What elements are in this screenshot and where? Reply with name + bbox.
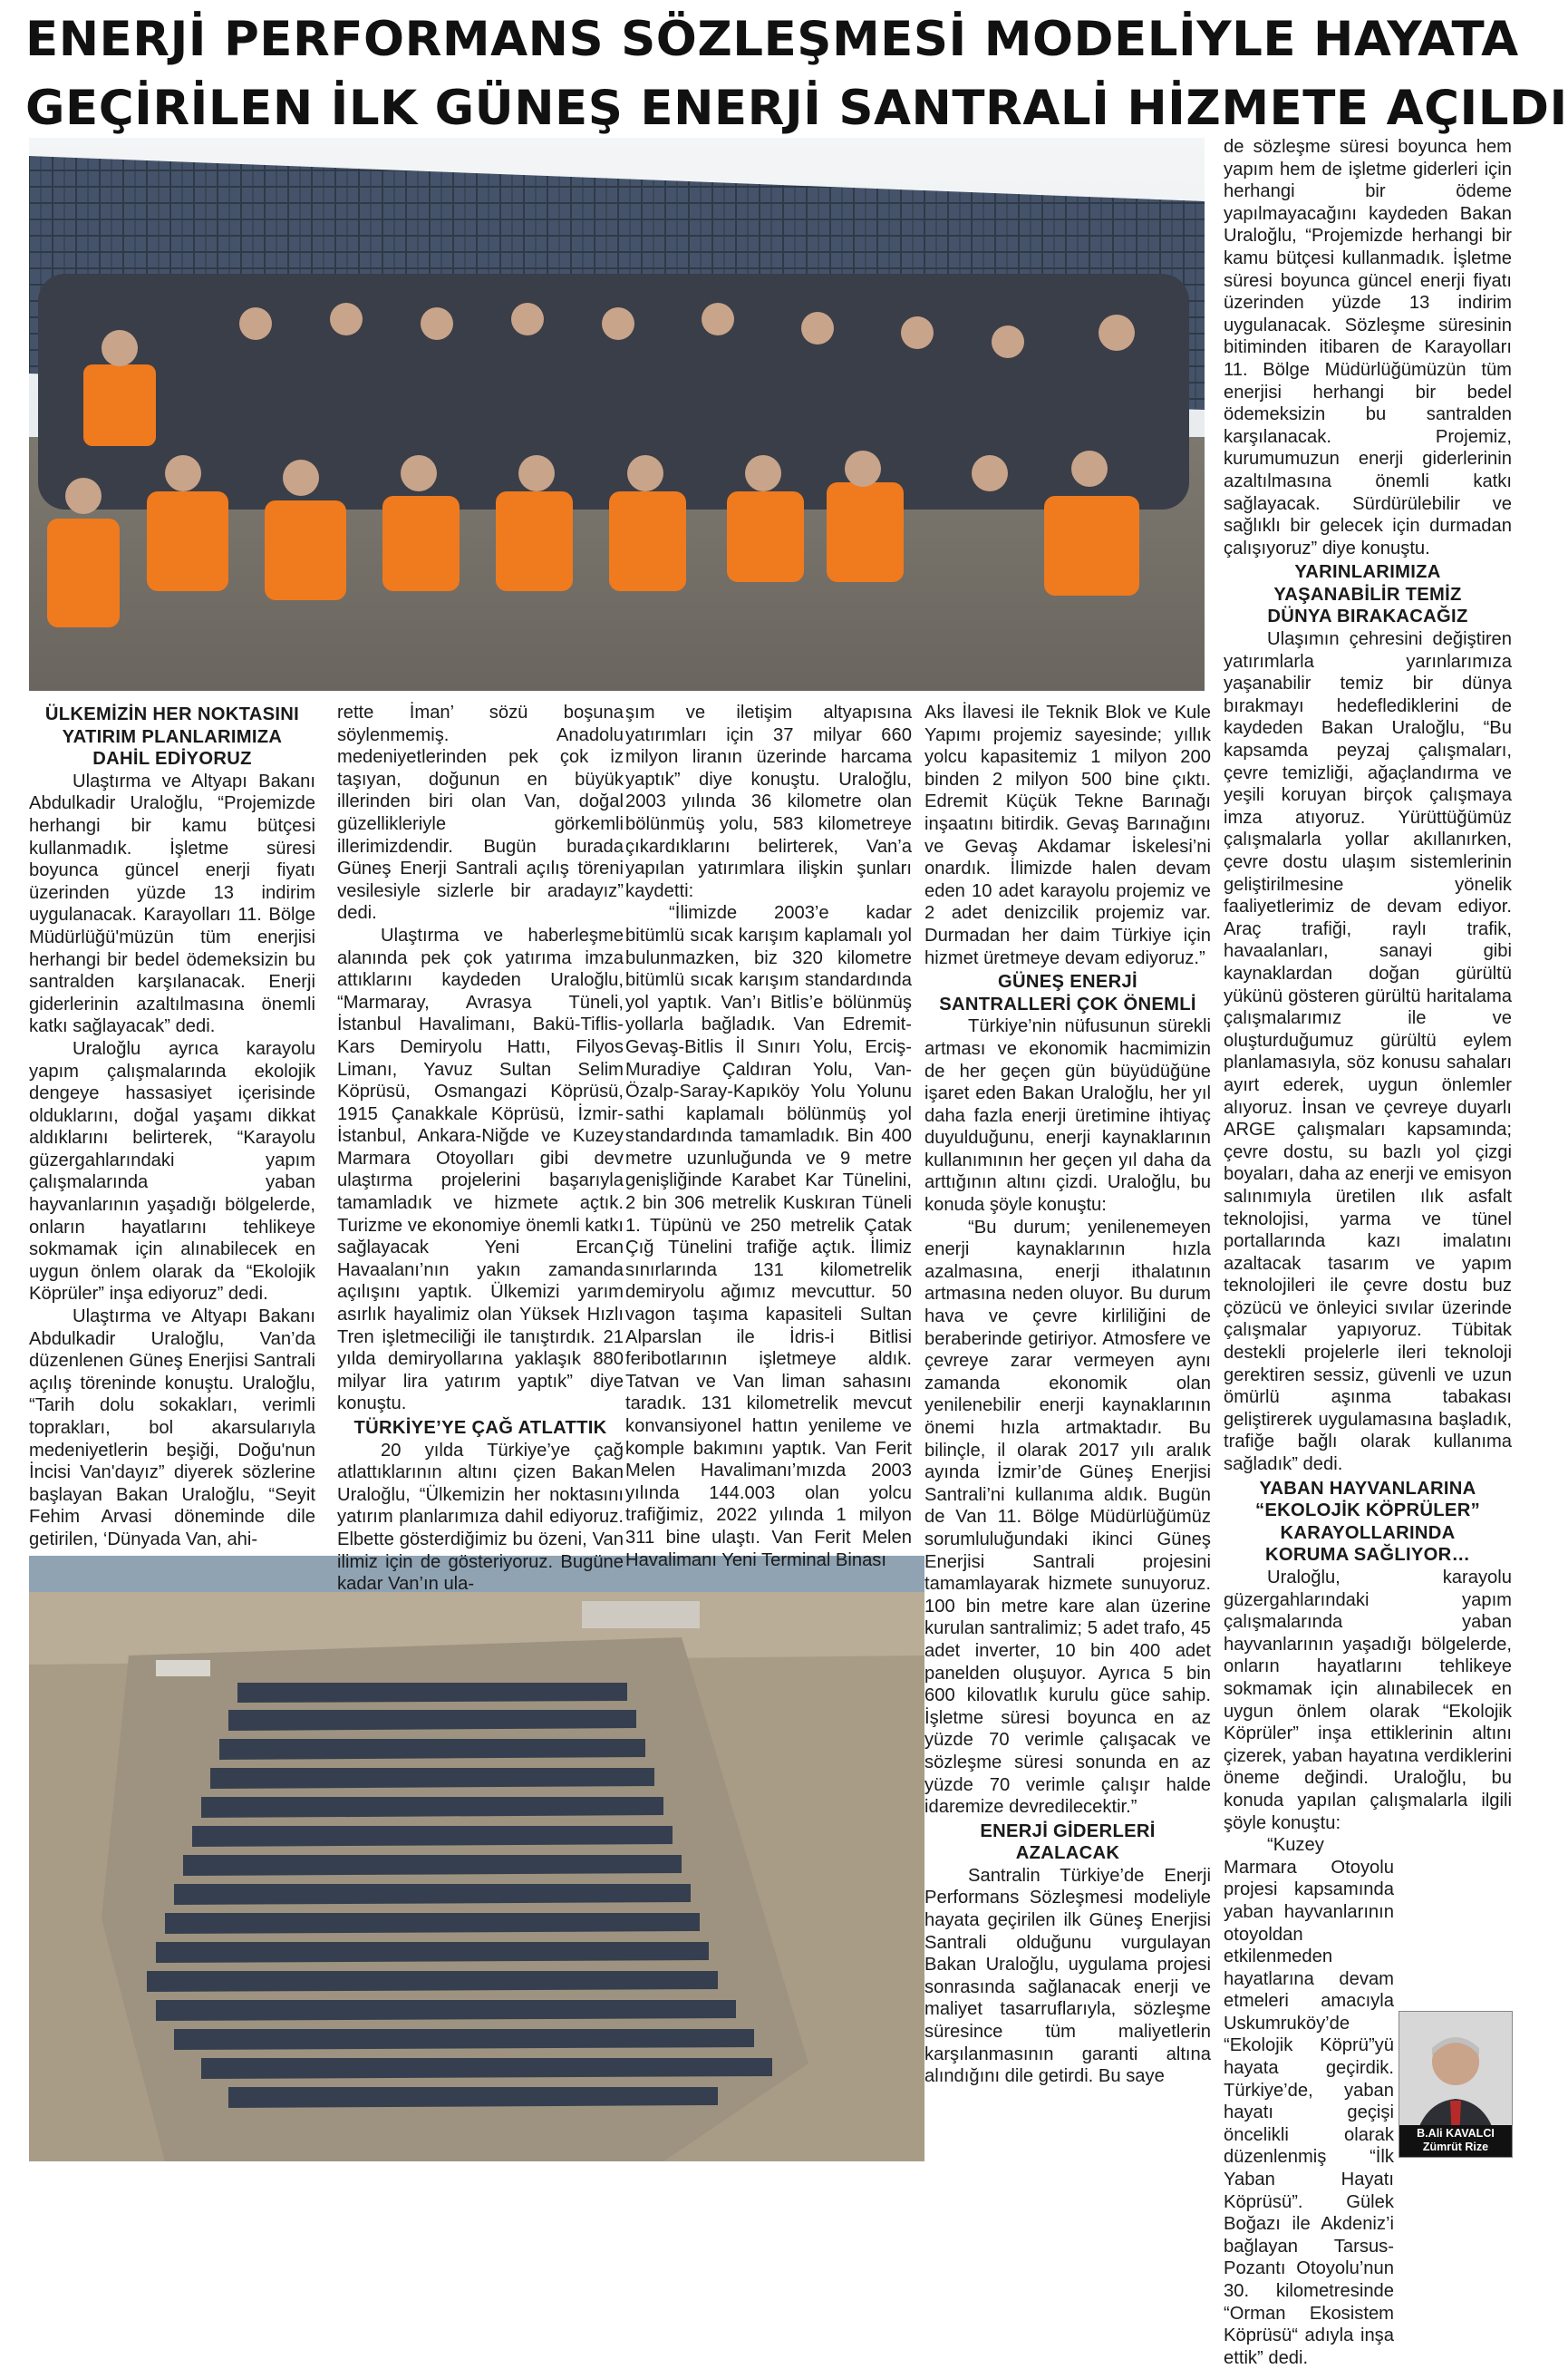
paragraph: Aks İlavesi ile Teknik Blok ve Kule Yapımı projemiz sayesinde; yıllık yolcu kapasitemiz 1 milyon 200 binden 2 milyon 500 bine çıktı. Edremit Küçük Tekne Barınağı inşaatını bitirdik. Gevaş Barınağını ve Gevaş Akdamar İskelesi’ni onardık. İlimizde halen devam eden 10 adet karayolu projemiz ve 2 adet denizcilik projemiz var. Durmadan her daim Türkiye için hizmet üretmeye devam ediyoruz.” (924, 703, 1211, 968)
author-box (1399, 2011, 1513, 2158)
paragraph: de sözleşme süresi boyunca hem yapım hem de işletme giderleri için herhangi bir ödeme yapılmayacağını kaydeden Bakan Uraloğlu, “Projemizde herhangi bir kamu bütçesi kullanmadık. İşletme süresi boyunca güncel enerji fiyatı üzerinden yüzde 13 indirim uygulanacak. Sözleşme süresinin bitiminden itibaren de Karayolları 11. Bölge Müdürlüğümüzün tüm enerjisi herhangi bir bedel ödemeksizin bu santralden karşılanacak. Projemiz, kurumumuzun enerji giderlerinin azaltılmasına önemli katkı sağlayacak. Sürdürülebilir ve sağlıklı bir gelecek için durmadan çalışıyoruz” diye konuştu. (1224, 137, 1512, 558)
subheading-turkiyeye-cag-atlattik: TÜRKİYE’YE ÇAĞ ATLATTIK (353, 1418, 607, 1438)
paragraph: Ulaştırma ve Altyapı Bakanı Abdulkadir Uraloğlu, Van’da düzenlenen Güneş Enerjisi Santrali açılış töreninde konuştu. Uraloğlu, “Tarih dolu sokakları, verimli toprakları, bol akarsularıyla medeniyetlerin beşiği, Doğu'nun İncisi Van'dayız” diyerek sözlerine başlayan Bakan Uraloğlu, “Seyit Fehim Arvasi döneminde dile getirilen, ‘Dünyada Van, ahi- (29, 1306, 315, 1549)
author-name: B.Ali KAVALCI (1417, 2127, 1495, 2140)
paragraph: Santralin Türkiye’de Enerji Performans Sözleşmesi modeliyle hayata geçirilen ilk Güneş Enerjisi Santrali olduğunu vurgulayan Bakan Uraloğlu, uygulama projesi sonrasında sağlanacak enerji ve maliyet tasarruflarıyla, sözleşme süresince tüm maliyetlerin karşılanmasının garanti altına alındığını dile getirdi. Bu saye (924, 1865, 1211, 2087)
paragraph: Ulaştırma ve Altyapı Bakanı Abdulkadir Uraloğlu, “Projemizde herhangi bir kamu bütçesi kullanmadık. İşletme süresi boyunca güncel enerji fiyatı üzerinden yüzde 13 indirim uygulanacak. Karayolları 11. Bölge Müdürlüğü'müzün tüm enerjisi herhangi bir bedel ödemeksizin bu santralden karşılanacak. Enerji giderlerinin azaltılmasına önemli katkı sağlayacak” dedi. (29, 771, 315, 1037)
article-column-3 (625, 702, 912, 1570)
paragraph: “İlimizde 2003’e kadar bitümlü sıcak karışım kaplamalı yol bulunmazken, biz 320 kilometre bitümlü sıcak karışım standardında yol yaptık. Van’ı Bitlis’e bölünmüş yollarla bağladık. Van Edremit-Gevaş-Bitlis İl Sınırı Yolu, Erciş-Muradiye Çaldıran Yolu, Van-Özalp-Saray-Kapıköy Yolu Yolunu sathi kaplamalı bölünmüş yol standardında tamamladık. Bin 400 metre uzunluğunda ve 9 metre genişliğinde Karabet Kar Tünelini, 2 bin 306 metrelik Kuskıran Tüneli 1. Tüpünü ve 250 metrelik Çatak Çığ Tünelini trafiğe açtık. İlimiz sınırlarında 131 kilometrelik demiryolu ağımız mevcuttur. 50 vagon taşıma kapasiteli Sultan Alparslan ile İdris-i Bitlisi feribotlarının işletmeye aldık. Tatvan ve Van liman sahasını taradık. 131 kilometrelik mevcut konvansiyonel hattın yenileme ve komple bakımını yaptık. Van Ferit Melen Havalimanı’mızda 2003 yılında 144.003 olan yolcu trafiğimiz, 2022 yılında 1 milyon 311 bine ulaştı. Van Ferit Melen Havalimanı Yeni Terminal Binası (625, 903, 912, 1570)
paragraph: “Bu durum; yenilenemeyen enerji kaynaklarının hızla azalmasına, enerji ithalatının artmasına neden oluyor. Bu durum hava ve çevre kirliliğini de beraberinde getiriyor. Atmosfere ve çevreye zarar vermeyen aynı zamanda ekonomik olan yenilenebilir enerji kaynaklarının önemi hızla artmaktadır. Bu bilinçle, il olarak 2017 yılı aralık ayında İzmir’de Güneş Enerjisi Santrali’ni kullanıma aldık. Bugün de Van 11. Bölge Müdürlüğümüz sorumluluğundaki ikinci Güneş Enerjisi Santrali projesini tamamlayarak hizmete sunuyoruz. 100 bin metre kare alan üzerine kurulan santralimiz; 5 adet trafo, 45 adet inverter, 10 bin 400 adet panelden oluşuyor. Ayrıca 5 bin 600 kilovatlık kurulu güce sahip. İşletme süresi boyunca en az yüzde 70 verimle çalışacak ve sözleşme süresi sonunda en az yüzde 70 verimle çalışır halde idaremize devredilecektir.” (924, 1217, 1211, 1818)
paragraph: şım ve iletişim altyapısına yatırımları için 37 milyar 660 milyon liranın üzerinde harcama yaptık” diye konuştu. Uraloğlu, 2003 yılında 36 kilometre olan bölünmüş yolu, 583 kilometreye çıkardıklarını belirterek, Van’a yapılan yatırımlara ilişkin şunları kaydetti: (625, 703, 912, 901)
author-outlet: Zümrüt Rize (1422, 2141, 1489, 2153)
author-caption (1399, 2125, 1512, 2157)
subheading-yarinlarimiza: YARINLARIMIZA YAŞANABİLİR TEMİZ DÜNYA BIRAKACAĞIZ (1267, 562, 1468, 627)
solar-plant-aerial-photo (29, 1556, 924, 2161)
headline (25, 5, 1568, 143)
paragraph: Türkiye’nin nüfusunun sürekli artması ve ekonomik hacmimizin de her geçen gün büyüdüğüne işaret eden Bakan Uraloğlu, her yıl daha fazla enerji üretimine ihtiyaç duyulduğunu, enerji kaynaklarının kullanımının her geçen yıl daha da arttığının altını çizdi. Uraloğlu, bu konuda şöyle konuştu: (924, 1016, 1211, 1216)
subheading-ulkemizin: ÜLKEMİZİN HER NOKTASINI YATIRIM PLANLARIMIZA DAHİL EDİYORUZ (44, 704, 300, 770)
group-photo (29, 138, 1205, 691)
article-column-4 (924, 702, 1211, 2157)
headline-line-2: GEÇİRİLEN İLK GÜNEŞ ENERJİ SANTRALİ HİZMETE AÇILDI (25, 81, 1568, 136)
paragraph: Uraloğlu ayrıca karayolu yapım çalışmalarında ekolojik dengeye hassasiyet içerisinde olduklarını, doğal yaşamı dikkat aldıklarını belirterek, “Karayolu güzergahlarındaki yapım çalışmalarında yaban hayvanlarının yaşadığı bölgelerde, onların hayatlarını tehlikeye sokmamak için alınabilecek en uygun önlem olarak da “Ekolojik Köprüler” inşa ediyoruz” dedi. (29, 1038, 315, 1305)
paragraph: Uraloğlu, karayolu güzergahlarındaki yapım çalışmalarında yaban hayvanlarının yaşadığı bölgelerde, onların hayatlarını tehlikeye sokmamak için alınabilecek en uygun önlem olarak “Ekolojik Köprüler” inşa ettiklerinin altını çizerek, yaban hayatına verdiklerini öneme değindi. Uraloğlu, bu konuda yapılan çalışmalarla ilgili şöyle konuştu: (1224, 1568, 1512, 1833)
article-column-5 (1224, 136, 1512, 2368)
headline-line-1: ENERJİ PERFORMANS SÖZLEŞMESİ MODELİYLE HAYATA (25, 12, 1519, 67)
article-column-1 (29, 702, 315, 1572)
paragraph: Ulaşımın çehresini değiştiren yatırımlarla yarınlarımıza yaşanabilir temiz bir dünya bırakmayı hedeflediklerini de kaydeden Bakan Uraloğlu, “Bu kapsamda peyzaj çalışmaları, çevre temizliği, ağaçlandırma ve yeşili koruyan birçok çalışmaya imza atıyoruz. Yürüttüğümüz çalışmalarla yollar akıllanırken, çevre dostu ulaşım sistemlerinin geliştirilmesine yönelik faaliyetlerimiz de devam ediyor. Araç trafiği, raylı trafik, havaalanları, sanayi gibi kaynaklardan doğan gürültü yükünü gösteren gürültü haritalama çalışmalarımız ile ve oluşturduğumuz gürültü eylem planlamasıyla, söz konusu sahaları ayırt ederek, uygun önlemler alıyoruz. İnsan ve çevreye duyarlı ARGE çalışmaları kapsamında; çevre dostu, su bazlı yol çizgi boyaları, daha az enerji ve emisyon salınımıyla üretilen ılık asfalt teknolojisi, yarma ve tünel portallarında kazı imalatını azaltacak tasarım ve yapım teknolojileri ile çevre dostu buz çözücü ve önleyici sıvılar üzerinde çalışmalar yapıyoruz. Tübitak destekli projelerle ileri teknoloji gerektiren sessiz, güvenli ve uzun ömürlü aşınma tabakası geliştirerek uygulamasına başladık, trafiğe bağlı olarak kullanıma sağladık” dedi. (1224, 629, 1512, 1475)
paragraph: 20 yılda Türkiye’ye çağ atlattıklarının altını çizen Bakan Uraloğlu, “Ülkemizin her noktasını yatırım planlarımıza dahil ediyoruz. Elbette gösterdiğimiz bu özeni, Van ilimiz için de gösteriyoruz. Bugüne kadar Van’ın ula- (337, 1440, 624, 1595)
subheading-gunes-enerji: GÜNEŞ ENERJİ SANTRALLERİ ÇOK ÖNEMLİ (939, 972, 1196, 1015)
paragraph: Ulaştırma ve haberleşme alanında pek çok yatırıma imza attıklarını kaydeden Uraloğlu, “Marmaray, Avrasya Tüneli, İstanbul Havalimanı, Bakü-Tiflis-Kars Demiryolu Hattı, Filyos Limanı, Yavuz Sultan Selim Köprüsü, Osmangazi Köprüsü, 1915 Çanakkale Köprüsü, İzmir-İstanbul, Ankara-Niğde ve Kuzey Marmara Otoyolları gibi dev ulaştırma projelerini başarıyla tamamladık ve hizmete açtık. Turizme ve ekonomiye önemli katkı sağlayacak Yeni Ercan Havaalanı’nın yakın zamanda açılışını yaptık. Ülkemizi yarım asırlık hayalimiz olan Yüksek Hızlı Tren işletmeciliği ile tanıştırdık. 21 yılda demiryollarına yaklaşık 880 milyar lira yatırım yaptık” diye konuştu. (337, 925, 624, 1414)
subheading-enerji-giderleri: ENERJİ GİDERLERİ AZALACAK (980, 1820, 1156, 1864)
paragraph: rette İman’ sözü boşuna söylenmemiş. Anadolu medeniyetlerinden pek çok iz taşıyan, doğunun en büyük illerinden biri olan Van, doğal güzellikleriyle görkemli illerimizdendir. Bugün burada Güneş Enerji Santrali açılış töreni vesilesiyle sizlerle bir aradayız” dedi. (337, 703, 624, 924)
paragraph: “Kuzey Marmara Otoyolu projesi kapsamında yaban hayvanlarının otoyoldan etkilenmeden hayatlarına devam etmeleri amacıyla Uskumruköy’de “Ekolojik Köprü”yü hayata geçirdik. Türkiye’de, yaban hayatı geçişi öncelikli olarak düzenlenmiş “İlk Yaban Hayatı Köprüsü”. Gülek Boğazı ile Akdeniz’i bağlayan Tarsus-Pozantı Otoyolu’nun 30. kilometresinde “Orman Ekosistem Köprüsü“ adıyla inşa ettik” dedi. (1224, 1835, 1394, 2368)
subheading-yaban-hayvanlarina: YABAN HAYVANLARINA “EKOLOJİK KÖPRÜLER” KARAYOLLARINDA KORUMA SAĞLIYOR… (1255, 1478, 1480, 1566)
article-column-2 (337, 702, 624, 1595)
